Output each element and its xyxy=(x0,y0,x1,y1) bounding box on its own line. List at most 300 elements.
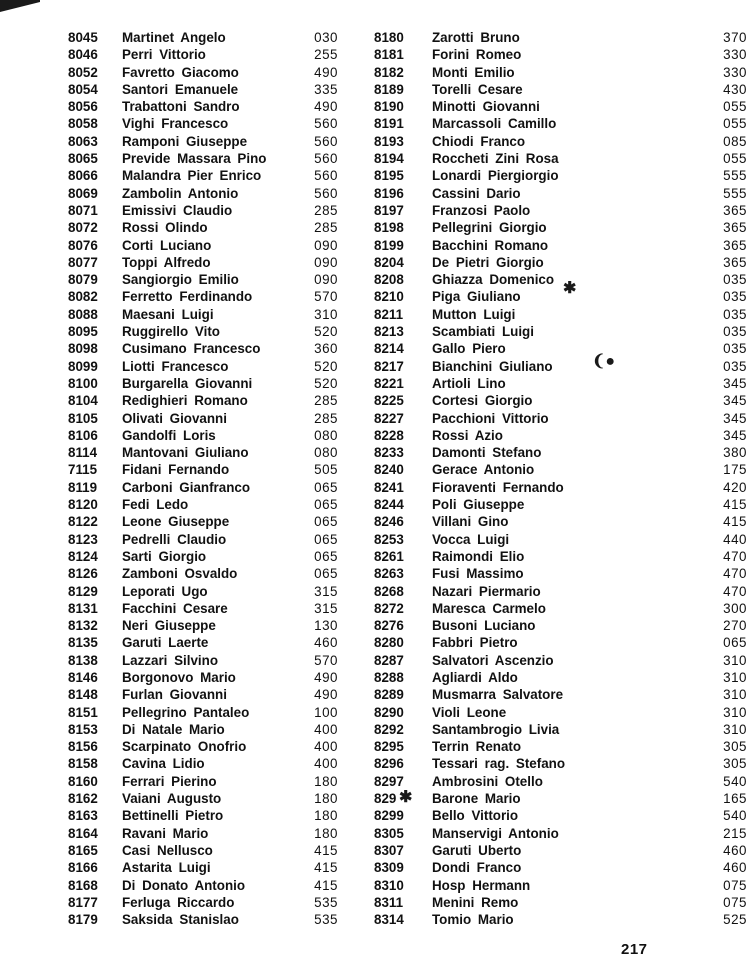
entry-value: 560 xyxy=(314,151,338,167)
entry-value: 075 xyxy=(723,877,747,893)
entry-name: Bello Vittorio xyxy=(432,808,519,824)
entry-name: Nazari Piermario xyxy=(432,583,541,599)
list-item xyxy=(374,271,747,288)
entry-value: 430 xyxy=(723,81,747,97)
list-item xyxy=(374,237,747,254)
entry-code: 8189 xyxy=(374,81,404,97)
list-item xyxy=(374,634,747,651)
entry-name: Neri Giuseppe xyxy=(122,618,216,634)
entry-value: 035 xyxy=(723,324,747,340)
entry-code: 8228 xyxy=(374,427,404,443)
entry-code: 8045 xyxy=(68,30,98,45)
entry-name: Torelli Cesare xyxy=(432,81,523,97)
entry-name: Di Natale Mario xyxy=(122,721,225,737)
entry-value: 520 xyxy=(314,375,338,391)
list-item xyxy=(374,254,747,271)
entry-name: Astarita Luigi xyxy=(122,860,211,876)
entry-code: 8158 xyxy=(68,756,98,772)
list-item xyxy=(68,583,368,600)
entry-code: 8196 xyxy=(374,185,404,201)
entry-value: 560 xyxy=(314,168,338,184)
entry-name: Lonardi Piergiorgio xyxy=(432,168,559,184)
entry-name: Zambolin Antonio xyxy=(122,185,239,201)
list-item xyxy=(374,133,747,150)
entry-value: 285 xyxy=(314,202,338,218)
entry-code: 8227 xyxy=(374,410,404,426)
ink-smudge-icon: ✱ xyxy=(399,789,413,806)
entry-value: 570 xyxy=(314,289,338,305)
list-item xyxy=(374,375,747,392)
list-item xyxy=(68,410,368,427)
entry-value: 555 xyxy=(723,168,747,184)
entry-value: 130 xyxy=(314,618,338,634)
entry-value: 180 xyxy=(314,808,338,824)
list-item xyxy=(374,583,747,600)
entry-code: 8146 xyxy=(68,669,98,685)
entry-value: 255 xyxy=(314,47,338,63)
list-item xyxy=(374,721,747,738)
entry-value: 560 xyxy=(314,185,338,201)
list-item xyxy=(68,686,368,703)
list-item xyxy=(374,877,747,894)
entry-name: Gerace Antonio xyxy=(432,462,535,478)
entry-name: Cassini Dario xyxy=(432,185,521,201)
entry-value: 415 xyxy=(723,497,747,513)
entry-value: 285 xyxy=(314,410,338,426)
list-item xyxy=(68,358,368,375)
entry-name: Damonti Stefano xyxy=(432,445,542,461)
entry-value: 030 xyxy=(314,30,338,45)
list-item xyxy=(374,617,747,634)
entry-value: 310 xyxy=(723,669,747,685)
list-item xyxy=(374,115,747,132)
entry-name: Roccheti Zini Rosa xyxy=(432,151,559,167)
list-item xyxy=(374,288,747,305)
entry-code: 8160 xyxy=(68,773,98,789)
entry-code: 8208 xyxy=(374,272,404,288)
list-item xyxy=(68,755,368,772)
entry-code: 8138 xyxy=(68,652,98,668)
entry-name: Mutton Luigi xyxy=(432,306,516,322)
entry-value: 285 xyxy=(314,393,338,409)
entry-value: 415 xyxy=(723,514,747,530)
list-item xyxy=(68,513,368,530)
entry-code: 8199 xyxy=(374,237,404,253)
entry-value: 065 xyxy=(314,548,338,564)
entry-value: 490 xyxy=(314,64,338,80)
list-item xyxy=(68,150,368,167)
list-item xyxy=(68,392,368,409)
entry-code: 8076 xyxy=(68,237,98,253)
entry-code: 8126 xyxy=(68,566,98,582)
entry-name: Sarti Giorgio xyxy=(122,548,207,564)
entry-code: 8297 xyxy=(374,773,404,789)
list-item xyxy=(68,202,368,219)
entry-code: 8071 xyxy=(68,202,98,218)
entry-name: Gandolfi Loris xyxy=(122,427,216,443)
entry-value: 400 xyxy=(314,721,338,737)
entry-name: Trabattoni Sandro xyxy=(122,99,240,115)
entry-name: Casi Nellusco xyxy=(122,842,213,858)
entry-name: Mantovani Giuliano xyxy=(122,445,249,461)
entry-code: 8131 xyxy=(68,600,98,616)
list-item xyxy=(374,825,747,842)
entry-value: 035 xyxy=(723,272,747,288)
list-item xyxy=(68,133,368,150)
entry-value: 310 xyxy=(314,306,338,322)
entry-name: Raimondi Elio xyxy=(432,548,525,564)
entry-name: Scarpinato Onofrio xyxy=(122,739,247,755)
entry-name: Violi Leone xyxy=(432,704,507,720)
entry-code: 8069 xyxy=(68,185,98,201)
entry-name: Pedrelli Claudio xyxy=(122,531,227,547)
entry-value: 535 xyxy=(314,912,338,928)
list-item xyxy=(68,81,368,98)
entry-value: 165 xyxy=(723,791,747,807)
entry-code: 8204 xyxy=(374,254,404,270)
list-item xyxy=(68,790,368,807)
list-item xyxy=(374,461,747,478)
entry-name: Tomio Mario xyxy=(432,912,514,928)
entry-value: 415 xyxy=(314,860,338,876)
entry-name: Lazzari Silvino xyxy=(122,652,219,668)
list-item xyxy=(68,29,368,46)
entry-value: 315 xyxy=(314,600,338,616)
list-item xyxy=(68,877,368,894)
entry-code: 8246 xyxy=(374,514,404,530)
entry-value: 570 xyxy=(314,652,338,668)
entry-value: 520 xyxy=(314,358,338,374)
entry-name: Di Donato Antonio xyxy=(122,877,246,893)
entry-code: 8211 xyxy=(374,306,404,322)
entry-code: 8311 xyxy=(374,894,404,910)
entry-code: 8276 xyxy=(374,618,404,634)
entry-name: Favretto Giacomo xyxy=(122,64,239,80)
entry-code: 8077 xyxy=(68,254,98,270)
corner-scan-mark xyxy=(0,0,40,12)
entry-name: Bettinelli Pietro xyxy=(122,808,224,824)
entry-code: 8129 xyxy=(68,583,98,599)
entry-code: 8288 xyxy=(374,669,404,685)
entry-code: 7115 xyxy=(68,462,98,478)
list-item xyxy=(68,704,368,721)
entry-name: Forini Romeo xyxy=(432,47,522,63)
entry-value: 175 xyxy=(723,462,747,478)
entry-value: 365 xyxy=(723,202,747,218)
list-item xyxy=(374,600,747,617)
entry-name: Perri Vittorio xyxy=(122,47,206,63)
entry-code: 8287 xyxy=(374,652,404,668)
entry-name: Bianchini Giuliano xyxy=(432,358,553,374)
entry-value: 540 xyxy=(723,808,747,824)
list-item xyxy=(68,288,368,305)
list-item xyxy=(374,669,747,686)
entry-value: 345 xyxy=(723,375,747,391)
entry-name: Pellegrini Giorgio xyxy=(432,220,547,236)
entry-value: 305 xyxy=(723,739,747,755)
entry-code: 8165 xyxy=(68,842,98,858)
entry-value: 360 xyxy=(314,341,338,357)
entry-code: 8261 xyxy=(374,548,404,564)
entry-value: 085 xyxy=(723,133,747,149)
entry-name: Salvatori Ascenzio xyxy=(432,652,554,668)
entry-name: Ghiazza Domenico xyxy=(432,272,555,288)
entry-code: 8148 xyxy=(68,687,98,703)
entry-value: 310 xyxy=(723,721,747,737)
list-item xyxy=(374,219,747,236)
left-column xyxy=(68,29,368,928)
entry-value: 065 xyxy=(314,566,338,582)
entry-code: 8179 xyxy=(68,912,98,928)
entry-name: Busoni Luciano xyxy=(432,618,536,634)
entry-code: 8292 xyxy=(374,721,404,737)
entry-name: Rossi Olindo xyxy=(122,220,208,236)
entry-value: 305 xyxy=(723,756,747,772)
entry-value: 310 xyxy=(723,652,747,668)
list-item xyxy=(68,911,368,928)
entry-name: Corti Luciano xyxy=(122,237,212,253)
entry-code: 8058 xyxy=(68,116,98,132)
entry-name: De Pietri Giorgio xyxy=(432,254,544,270)
entry-value: 335 xyxy=(314,81,338,97)
list-item xyxy=(374,358,747,375)
list-item xyxy=(68,842,368,859)
list-item xyxy=(68,375,368,392)
entry-code: 8194 xyxy=(374,151,404,167)
entry-value: 310 xyxy=(723,687,747,703)
entry-name: Martinet Angelo xyxy=(122,30,226,45)
entry-name: Vaiani Augusto xyxy=(122,791,222,807)
entry-value: 035 xyxy=(723,358,747,374)
entry-value: 065 xyxy=(314,531,338,547)
entry-value: 490 xyxy=(314,669,338,685)
entry-name: Garuti Uberto xyxy=(432,842,522,858)
entry-name: Cavina Lidio xyxy=(122,756,205,772)
entry-name: Olivati Giovanni xyxy=(122,410,227,426)
entry-code: 8122 xyxy=(68,514,98,530)
entry-name: Santambrogio Livia xyxy=(432,721,560,737)
entry-value: 055 xyxy=(723,151,747,167)
entry-value: 370 xyxy=(723,30,747,45)
entry-code: 8153 xyxy=(68,721,98,737)
entry-name: Ambrosini Otello xyxy=(432,773,543,789)
entry-name: Artioli Lino xyxy=(432,375,506,391)
entry-value: 035 xyxy=(723,341,747,357)
page-number: 217 xyxy=(621,941,648,958)
entry-value: 420 xyxy=(723,479,747,495)
list-item xyxy=(374,64,747,81)
list-item xyxy=(374,150,747,167)
entry-code: 8295 xyxy=(374,739,404,755)
entry-code: 8309 xyxy=(374,860,404,876)
entry-value: 400 xyxy=(314,756,338,772)
entry-name: Fidani Fernando xyxy=(122,462,230,478)
entry-code: 8190 xyxy=(374,99,404,115)
entry-name: Cortesi Giorgio xyxy=(432,393,533,409)
entry-value: 080 xyxy=(314,427,338,443)
entry-code: 8168 xyxy=(68,877,98,893)
entry-code: 8054 xyxy=(68,81,98,97)
entry-code: 8151 xyxy=(68,704,98,720)
entry-value: 415 xyxy=(314,842,338,858)
entry-code: 8225 xyxy=(374,393,404,409)
entry-code: 8233 xyxy=(374,445,404,461)
entry-value: 345 xyxy=(723,427,747,443)
list-item xyxy=(68,167,368,184)
entry-value: 065 xyxy=(314,514,338,530)
entry-code: 8195 xyxy=(374,168,404,184)
list-item xyxy=(68,807,368,824)
list-item xyxy=(374,392,747,409)
entry-value: 415 xyxy=(314,877,338,893)
entry-code: 8132 xyxy=(68,618,98,634)
entry-code: 8193 xyxy=(374,133,404,149)
entry-code: 8124 xyxy=(68,548,98,564)
entry-code: 8310 xyxy=(374,877,404,893)
list-item xyxy=(374,29,747,46)
entry-name: Manservigi Antonio xyxy=(432,825,559,841)
entry-name: Dondi Franco xyxy=(432,860,522,876)
list-item xyxy=(68,548,368,565)
entry-value: 460 xyxy=(723,860,747,876)
entry-name: Maesani Luigi xyxy=(122,306,214,322)
entry-name: Ramponi Giuseppe xyxy=(122,133,248,149)
entry-code: 8063 xyxy=(68,133,98,149)
entry-value: 300 xyxy=(723,600,747,616)
entry-code: 8162 xyxy=(68,791,98,807)
list-item xyxy=(374,185,747,202)
entry-code: 8163 xyxy=(68,808,98,824)
list-item xyxy=(374,755,747,772)
entry-name: Tessari rag. Stefano xyxy=(432,756,566,772)
list-item xyxy=(374,513,747,530)
entry-value: 310 xyxy=(723,704,747,720)
list-item xyxy=(68,340,368,357)
entry-code: 8123 xyxy=(68,531,98,547)
entry-name: Garuti Laerte xyxy=(122,635,209,651)
entry-code: 8120 xyxy=(68,497,98,513)
entry-code: 8198 xyxy=(374,220,404,236)
entry-name: Vocca Luigi xyxy=(432,531,510,547)
list-item xyxy=(374,202,747,219)
entry-name: Ferretto Ferdinando xyxy=(122,289,253,305)
list-item xyxy=(374,98,747,115)
entry-name: Redighieri Romano xyxy=(122,393,248,409)
entry-code: 8166 xyxy=(68,860,98,876)
list-item xyxy=(68,634,368,651)
entry-value: 065 xyxy=(314,479,338,495)
entry-value: 035 xyxy=(723,289,747,305)
entry-code: 8197 xyxy=(374,202,404,218)
entry-name: Carboni Gianfranco xyxy=(122,479,250,495)
entry-code: 8114 xyxy=(68,445,98,461)
entry-name: Saksida Stanislao xyxy=(122,912,239,928)
entry-value: 100 xyxy=(314,704,338,720)
entry-value: 365 xyxy=(723,254,747,270)
entry-name: Marcassoli Camillo xyxy=(432,116,557,132)
entry-value: 055 xyxy=(723,116,747,132)
list-item xyxy=(68,600,368,617)
entry-code: 8104 xyxy=(68,393,98,409)
entry-value: 315 xyxy=(314,583,338,599)
entry-code: 8177 xyxy=(68,894,98,910)
list-item xyxy=(68,185,368,202)
entry-name: Ruggirello Vito xyxy=(122,324,220,340)
entry-name: Bacchini Romano xyxy=(432,237,549,253)
entry-code: 8056 xyxy=(68,99,98,115)
list-item xyxy=(374,704,747,721)
list-item xyxy=(374,548,747,565)
entry-name: Gallo Piero xyxy=(432,341,506,357)
entry-code: 8244 xyxy=(374,497,404,513)
entry-code: 8046 xyxy=(68,47,98,63)
list-item xyxy=(68,427,368,444)
entry-name: Zamboni Osvaldo xyxy=(122,566,238,582)
entry-code: 8307 xyxy=(374,842,404,858)
list-item xyxy=(68,894,368,911)
entry-value: 535 xyxy=(314,894,338,910)
list-item xyxy=(374,911,747,928)
list-item xyxy=(374,738,747,755)
entry-name: Burgarella Giovanni xyxy=(122,375,253,391)
list-item xyxy=(374,894,747,911)
list-item xyxy=(374,859,747,876)
entry-code: 8088 xyxy=(68,306,98,322)
list-item xyxy=(68,773,368,790)
list-item xyxy=(68,64,368,81)
list-item xyxy=(68,496,368,513)
entry-code: 8182 xyxy=(374,64,404,80)
entry-code: 8095 xyxy=(68,324,98,340)
entry-code: 8100 xyxy=(68,375,98,391)
entry-code: 8191 xyxy=(374,116,404,132)
list-item xyxy=(374,807,747,824)
entry-code: 8268 xyxy=(374,583,404,599)
entry-code: 8263 xyxy=(374,566,404,582)
list-item xyxy=(374,410,747,427)
entry-name: Zarotti Bruno xyxy=(432,30,520,45)
entry-name: Pellegrino Pantaleo xyxy=(122,704,250,720)
entry-name: Maresca Carmelo xyxy=(432,600,546,616)
entry-code: 8289 xyxy=(374,687,404,703)
list-item xyxy=(68,115,368,132)
entry-code: 8065 xyxy=(68,151,98,167)
entry-name: Menini Remo xyxy=(432,894,519,910)
entry-name: Malandra Pier Enrico xyxy=(122,168,262,184)
entry-code: 8210 xyxy=(374,289,404,305)
entry-value: 075 xyxy=(723,894,747,910)
entry-name: Rossi Azio xyxy=(432,427,503,443)
entry-value: 380 xyxy=(723,445,747,461)
entry-code: 8240 xyxy=(374,462,404,478)
list-item xyxy=(374,842,747,859)
entry-code: 8272 xyxy=(374,600,404,616)
entry-value: 055 xyxy=(723,99,747,115)
entry-value: 080 xyxy=(314,445,338,461)
list-item xyxy=(68,271,368,288)
entry-value: 540 xyxy=(723,773,747,789)
list-item xyxy=(374,444,747,461)
entry-value: 520 xyxy=(314,324,338,340)
entry-code: 8253 xyxy=(374,531,404,547)
list-item xyxy=(68,652,368,669)
entry-code: 8079 xyxy=(68,272,98,288)
entry-name: Chiodi Franco xyxy=(432,133,526,149)
list-item xyxy=(68,738,368,755)
list-item xyxy=(68,617,368,634)
entry-name: Hosp Hermann xyxy=(432,877,531,893)
entry-name: Emissivi Claudio xyxy=(122,202,233,218)
